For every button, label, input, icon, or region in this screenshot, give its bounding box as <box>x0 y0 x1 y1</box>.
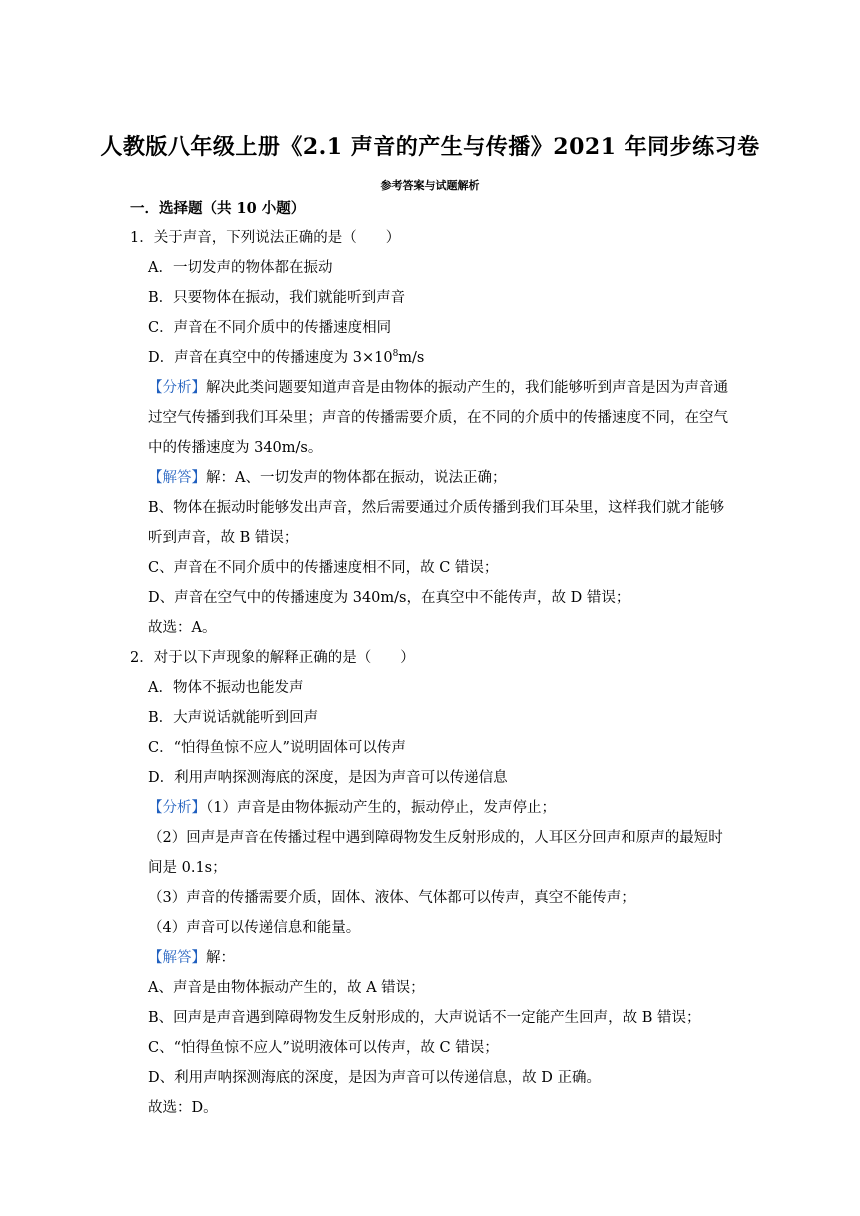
q1-answer-intro: 解：A、一切发声的物体都在振动，说法正确； <box>206 470 507 486</box>
q2-analysis-2: （2）回声是声音在传播过程中遇到障碍物发生反射形成的，人耳区分回声和原声的最短时间是 0.1s； <box>148 830 723 876</box>
q1-option-c: C．声音在不同介质中的传播速度相同 <box>148 320 392 336</box>
q1-answer-d: D、声音在空气中的传播速度为 340m/s，在真空中不能传声，故 D 错误； <box>148 590 631 606</box>
question-1-stem: 1．关于声音，下列说法正确的是（ ） <box>130 230 401 246</box>
q2-answer <box>130 943 735 973</box>
q1-analysis-text: 解决此类问题要知道声音是由物体的振动产生的，我们能够听到声音是因为声音通过空气传播到我们耳朵里；声音的传播需要介质，在不同的介质中的传播速度不同，在空气中的传播速度为 340m/s。 <box>148 380 728 456</box>
question-content <box>130 223 735 1123</box>
q2-answer-d: D、利用声呐探测海底的深度，是因为声音可以传递信息，故 D 正确。 <box>148 1070 601 1086</box>
q2-option-d: D．利用声呐探测海底的深度，是因为声音可以传递信息 <box>148 770 508 786</box>
q2-answer-a: A、声音是由物体振动产生的，故 A 错误； <box>148 980 425 996</box>
q2-option-c: C．“怕得鱼惊不应人”说明固体可以传声 <box>148 740 406 756</box>
q1-analysis-tag: 【分析】 <box>148 380 206 396</box>
q2-analysis-1: （1）声音是由物体振动产生的，振动停止，发声停止； <box>206 800 556 816</box>
q1-option-d-exponent: 8 <box>392 349 399 359</box>
q1-answer-tag: 【解答】 <box>148 470 206 486</box>
q2-analysis-4: （4）声音可以传递信息和能量。 <box>148 920 361 936</box>
q2-analysis-tag: 【分析】 <box>148 800 206 816</box>
q1-answer-b: B、物体在振动时能够发出声音，然后需要通过介质传播到我们耳朵里，这样我们就才能够听到声音，故 B 错误； <box>148 500 725 546</box>
document-subtitle: 参考答案与试题解析 <box>380 179 480 192</box>
q1-answer-c: C、声音在不同介质中的传播速度相不同，故 C 错误； <box>148 560 499 576</box>
q1-option-d-text: D．声音在真空中的传播速度为 3×10 <box>148 350 393 366</box>
q2-answer-tag: 【解答】 <box>148 950 206 966</box>
q1-analysis <box>130 373 735 463</box>
q1-option-d-unit: m/s <box>398 350 425 366</box>
q1-option-b: B．只要物体在振动，我们就能听到声音 <box>148 290 406 306</box>
q1-answer <box>130 463 735 493</box>
q2-analysis-3: （3）声音的传播需要介质，固体、液体、气体都可以传声，真空不能传声； <box>148 890 636 906</box>
q2-answer-intro: 解： <box>206 950 235 966</box>
q1-option-d <box>130 343 735 373</box>
q2-analysis <box>130 793 735 823</box>
question-2-stem: 2．对于以下声现象的解释正确的是（ ） <box>130 650 415 666</box>
q2-option-a: A．物体不振动也能发声 <box>148 680 304 696</box>
q2-choice: 故选：D。 <box>148 1100 218 1116</box>
q2-option-b: B．大声说话就能听到回声 <box>148 710 319 726</box>
q1-choice: 故选：A。 <box>148 620 217 636</box>
q2-answer-b: B、回声是声音遇到障碍物发生反射形成的，大声说话不一定能产生回声，故 B 错误； <box>148 1010 701 1026</box>
q2-answer-c: C、“怕得鱼惊不应人”说明液体可以传声，故 C 错误； <box>148 1040 499 1056</box>
q1-option-a: A．一切发声的物体都在振动 <box>148 260 333 276</box>
section-heading: 一．选择题（共 10 小题） <box>130 200 306 217</box>
document-title: 人教版八年级上册《2.1 声音的产生与传播》2021 年同步练习卷 <box>100 134 760 160</box>
